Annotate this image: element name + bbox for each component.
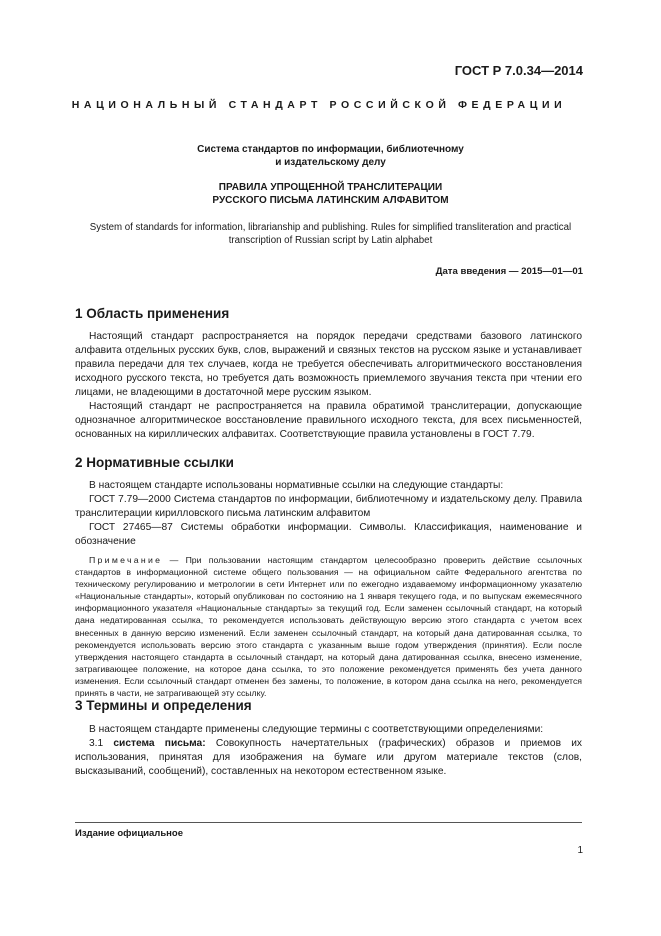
scope-paragraph-2: Настоящий стандарт не распространяется на правила обратимой транслитерации, допускающие однозначное алгоритмическое восстановление правильного исходного текста, для всех письменностей, основанных на кириллических алфавитах. Соответствующие правила установлены в ГОСТ 7.79.	[75, 401, 582, 440]
introduction-date: Дата введения — 2015—01—01	[435, 266, 583, 277]
section-heading-references: 2 Нормативные ссылки	[75, 455, 234, 470]
english-title-line2: transcription of Russian script by Latin alphabet	[228, 235, 433, 246]
footer-divider	[75, 822, 582, 823]
scope-paragraph-1: Настоящий стандарт распространяется на порядок передачи средствами базового латинского алфавита отдельных русских букв, слов, выражений и связных текстов на русском языке и устанавливает правила передачи для тех случаев, когда не требуется обеспечивать алгоритмического восстановления исходного русского текста, но требуется дать возможность приемлемого звучания текста при чтении его лицами, не владеющими в достаточной мере русским языком.	[75, 331, 582, 398]
system-title-line2: и издательскому делу	[275, 157, 386, 168]
national-standard-banner: НАЦИОНАЛЬНЫЙ СТАНДАРТ РОССИЙСКОЙ ФЕДЕРАЦИИ	[71, 99, 567, 111]
term-number: 3.1	[89, 738, 114, 749]
reference-gost-7-79: ГОСТ 7.79—2000 Система стандартов по информации, библиотечному и издательскому делу. Правила транслитерации кирилловского письма латинским алфавитом	[75, 494, 582, 519]
section-heading-scope: 1 Область применения	[75, 306, 230, 321]
references-note	[75, 554, 582, 699]
english-title-line1: System of standards for information, librarianship and publishing. Rules for simplified transliteration and practical	[89, 222, 572, 233]
system-title	[60, 143, 601, 169]
term-name: система письма:	[113, 738, 206, 749]
term-writing-system	[75, 737, 582, 779]
english-title	[52, 221, 609, 247]
rules-title	[60, 181, 601, 207]
term-definition: Совокупность начертательных (графических) образов и приемов их использования, принятая для изображения на бумаге или другом материале текстов (слов, высказываний, сообщений), составленных на некотором естественном языке.	[75, 738, 582, 777]
page-number: 1	[577, 845, 583, 856]
terms-intro: В настоящем стандарте применены следующие термины с соответствующими определениями:	[89, 724, 544, 735]
note-text: — При пользовании настоящим стандартом целесообразно проверить действие ссылочных стандартов в информационной системе общего пользования — на официальном сайте Федерального агентства по техническому регулированию и метрологии в сети Интернет или по ежегодно издаваемому информационному указателю «Национальные стандарты», который опубликован по состоянию на 1 января текущего года, и по выпускам ежемесячного информационного указателя «Национальные стандарты» за текущий год. Если заменен ссылочный стандарт, на который дана недатированная ссылка, то рекомендуется использовать действующую версию этого стандарта с учетом всех внесенных в данную версию изменений. Если заменен ссылочный стандарт, на который дана датированная ссылка, то рекомендуется использовать версию этого стандарта с указанным выше годом утверждения (принятия). Если после утверждения настоящего стандарта в ссылочный стандарт, на который дана датированная ссылка, внесено изменение, затрагивающее положение, на которое дана ссылка, то это положение рекомендуется применять без учета данного изменения. Если ссылочный стандарт отменен без замены, то положение, в котором дана ссылка на него, рекомендуется принять в части, не затрагивающей эту ссылку.	[75, 555, 582, 699]
document-code: ГОСТ Р 7.0.34—2014	[454, 63, 583, 78]
rules-title-line2: РУССКОГО ПИСЬМА ЛАТИНСКИМ АЛФАВИТОМ	[212, 195, 449, 206]
section-heading-terms: 3 Термины и определения	[75, 698, 252, 713]
system-title-line1: Система стандартов по информации, библиотечному	[197, 144, 464, 155]
references-intro: В настоящем стандарте использованы нормативные ссылки на следующие стандарты:	[89, 480, 504, 491]
official-edition-label: Издание официальное	[75, 828, 183, 839]
reference-gost-27465: ГОСТ 27465—87 Системы обработки информации. Символы. Классификация, наименование и обозначение	[75, 522, 582, 547]
rules-title-line1: ПРАВИЛА УПРОЩЕННОЙ ТРАНСЛИТЕРАЦИИ	[218, 182, 443, 193]
note-label: Примечание	[89, 555, 163, 565]
